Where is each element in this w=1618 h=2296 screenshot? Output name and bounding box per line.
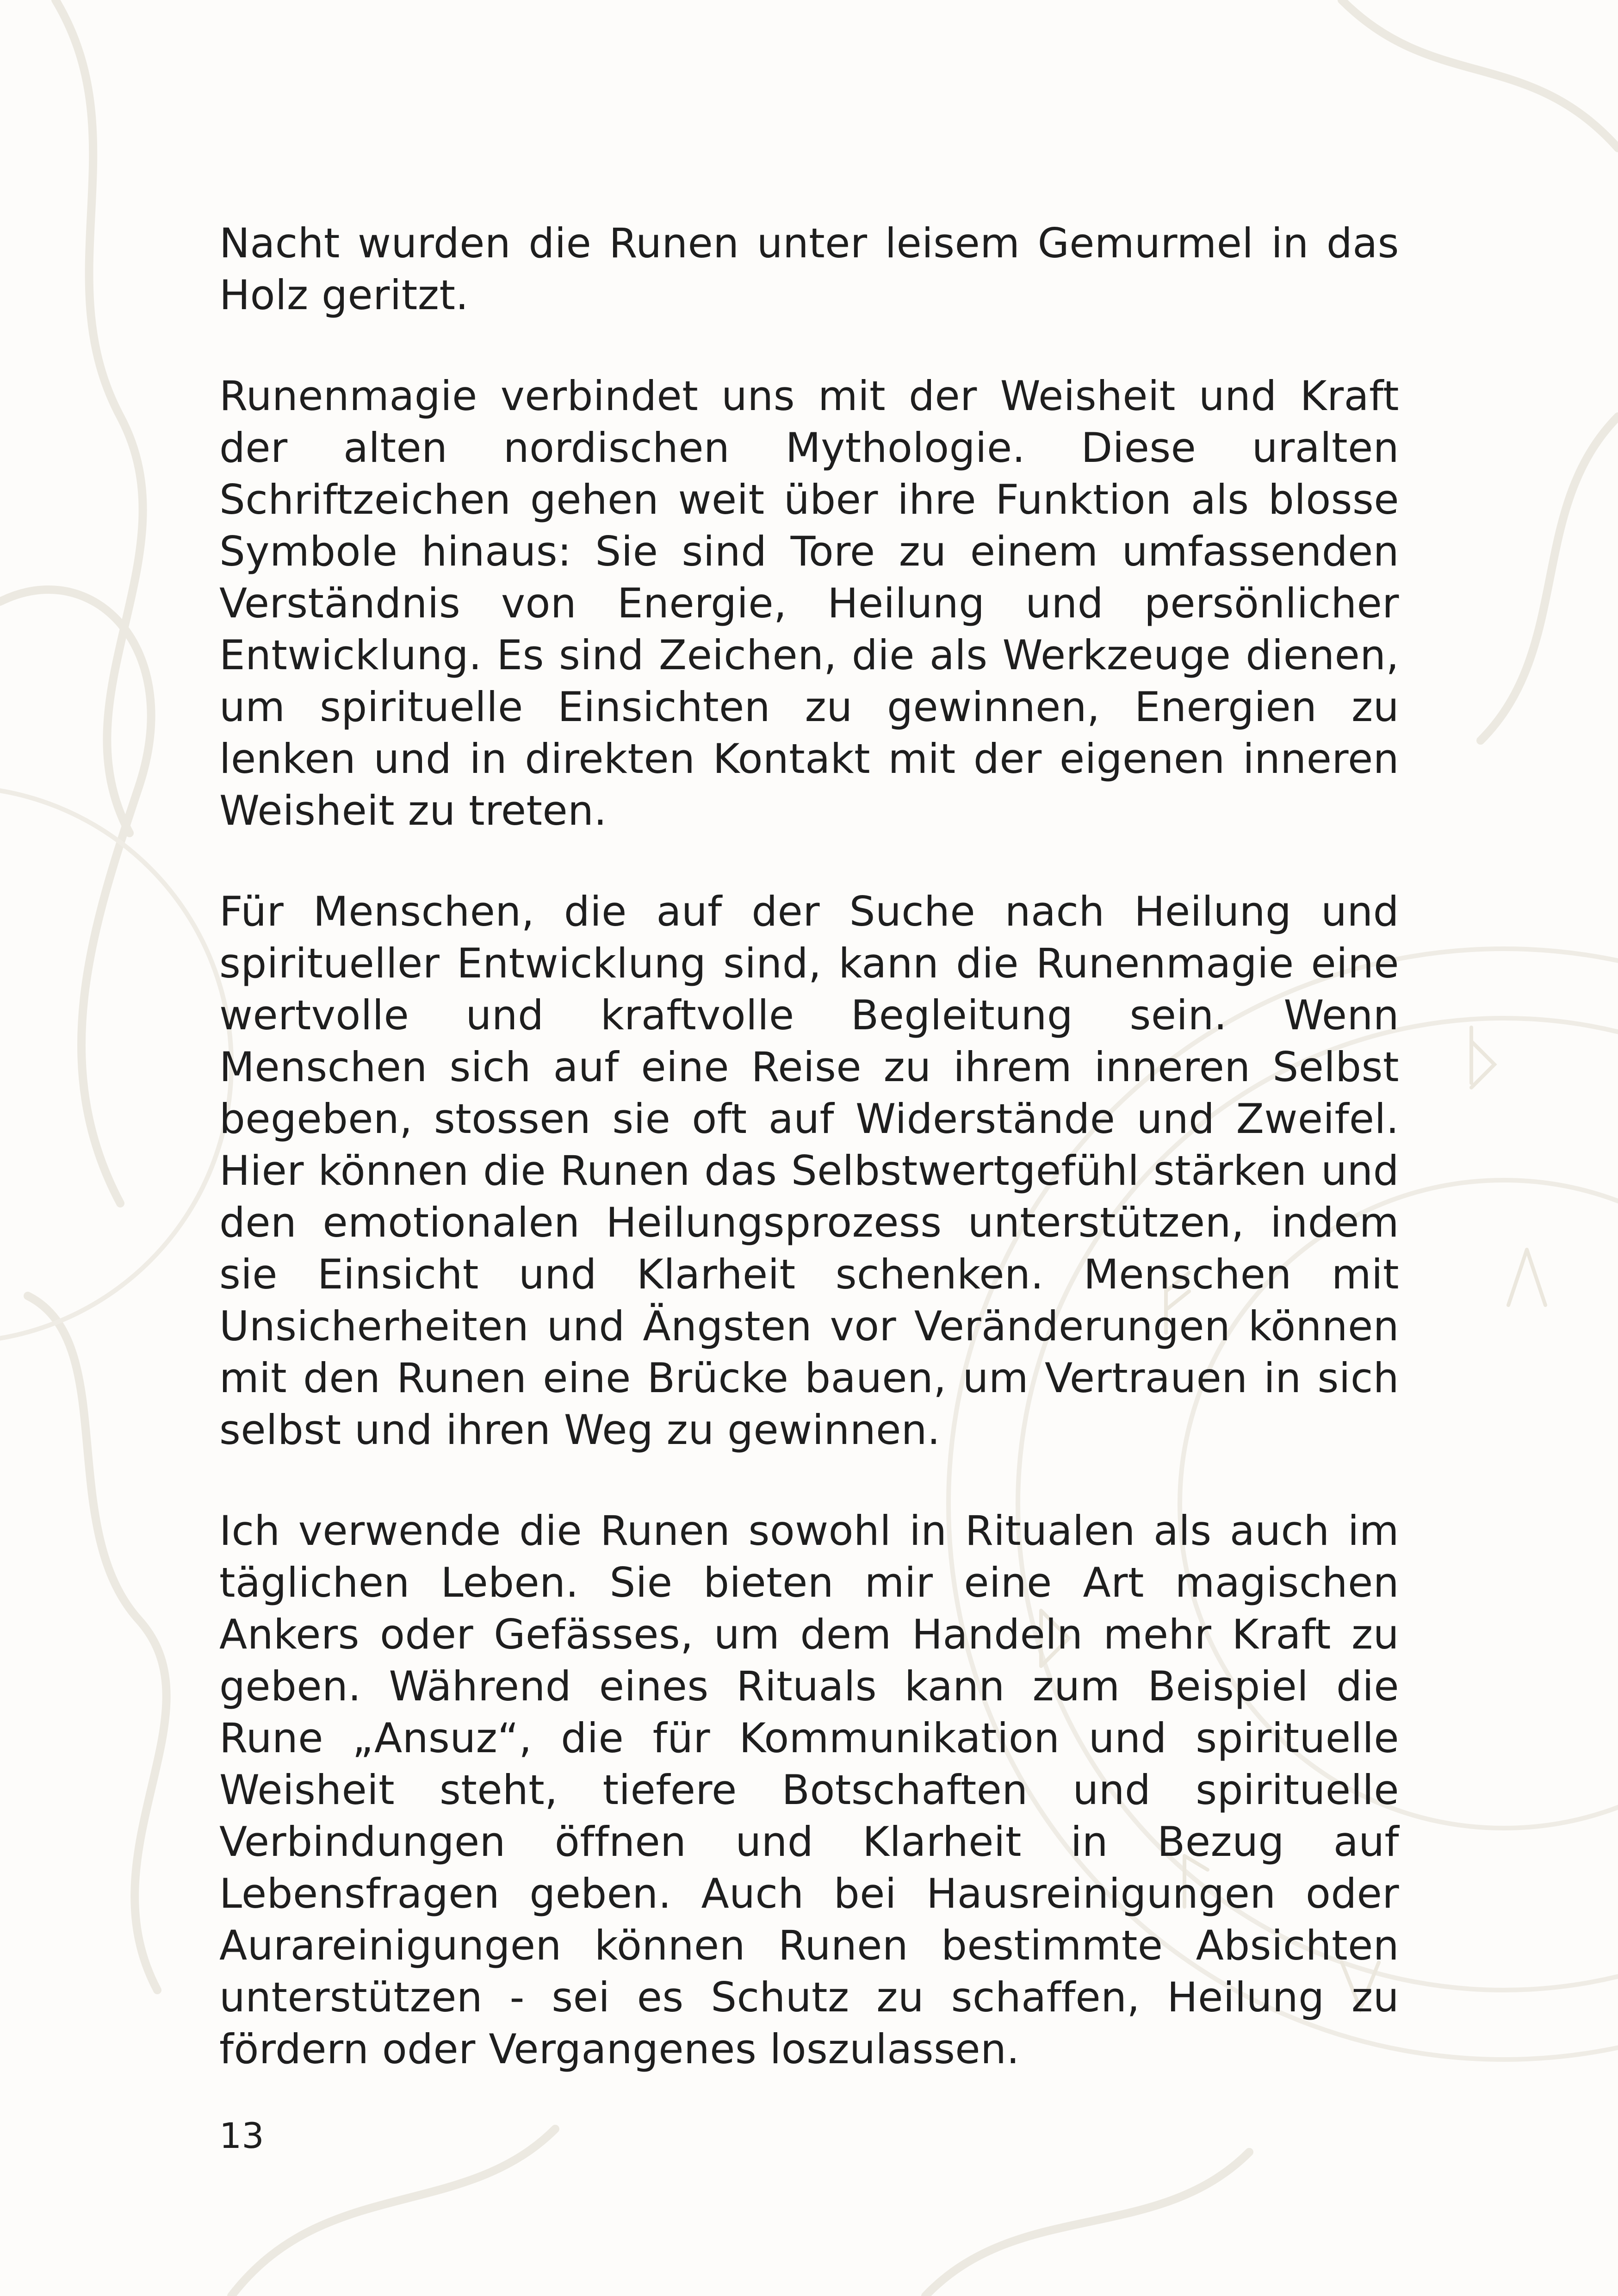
page-body (219, 218, 1399, 2124)
page-number: 13 (219, 2115, 264, 2156)
paragraph-2: Runenmagie verbindet uns mit der Weisheit und Kraft der alten nordischen Mythologie. Diese uralten Schriftzeichen gehen weit über ihre Funktion als blosse Symbole hinaus: Sie sind Tore zu einem umfassenden Verständnis von Energie, Heilung und persönlicher Entwicklung. Es sind Zeichen, die als Werkzeuge dienen, um spirituelle Einsichten zu gewinnen, Energien zu lenken und in direkten Kontakt mit der eigenen inneren Weisheit zu treten. (219, 372, 1399, 834)
paragraph-4: Ich verwende die Runen sowohl in Ritualen als auch im täglichen Leben. Sie bieten mir eine Art magischen Ankers oder Gefässes, um dem Handeln mehr Kraft zu geben. Während eines Rituals kann zum Beispiel die Rune „Ansuz“, die für Kommunikation und spirituelle Weisheit steht, tiefere Botschaften und spirituelle Verbindungen öffnen und Klarheit in Bezug auf Lebensfragen geben. Auch bei Hausreinigungen oder Aurareinigungen können Runen bestimmte Absichten unterstützen - sei es Schutz zu schaffen, Heilung zu fördern oder Vergangenes loszulassen. (219, 1507, 1399, 2073)
paragraph-3: Für Menschen, die auf der Suche nach Heilung und spiritueller Entwicklung sind, kann die Runenmagie eine wertvolle und kraftvolle Begleitung sein. Wenn Menschen sich auf eine Reise zu ihrem inneren Selbst begeben, stossen sie oft auf Widerstände und Zweifel. Hier können die Runen das Selbstwertgefühl stärken und den emotionalen Heilungsprozess unterstützen, indem sie Einsicht und Klarheit schenken. Menschen mit Unsicherheiten und Ängsten vor Veränderungen können mit den Runen eine Brücke bauen, um Vertrauen in sich selbst und ihren Weg zu gewinnen. (219, 888, 1399, 1454)
paragraph-1: Nacht wurden die Runen unter leisem Gemurmel in das Holz geritzt. (219, 219, 1399, 319)
